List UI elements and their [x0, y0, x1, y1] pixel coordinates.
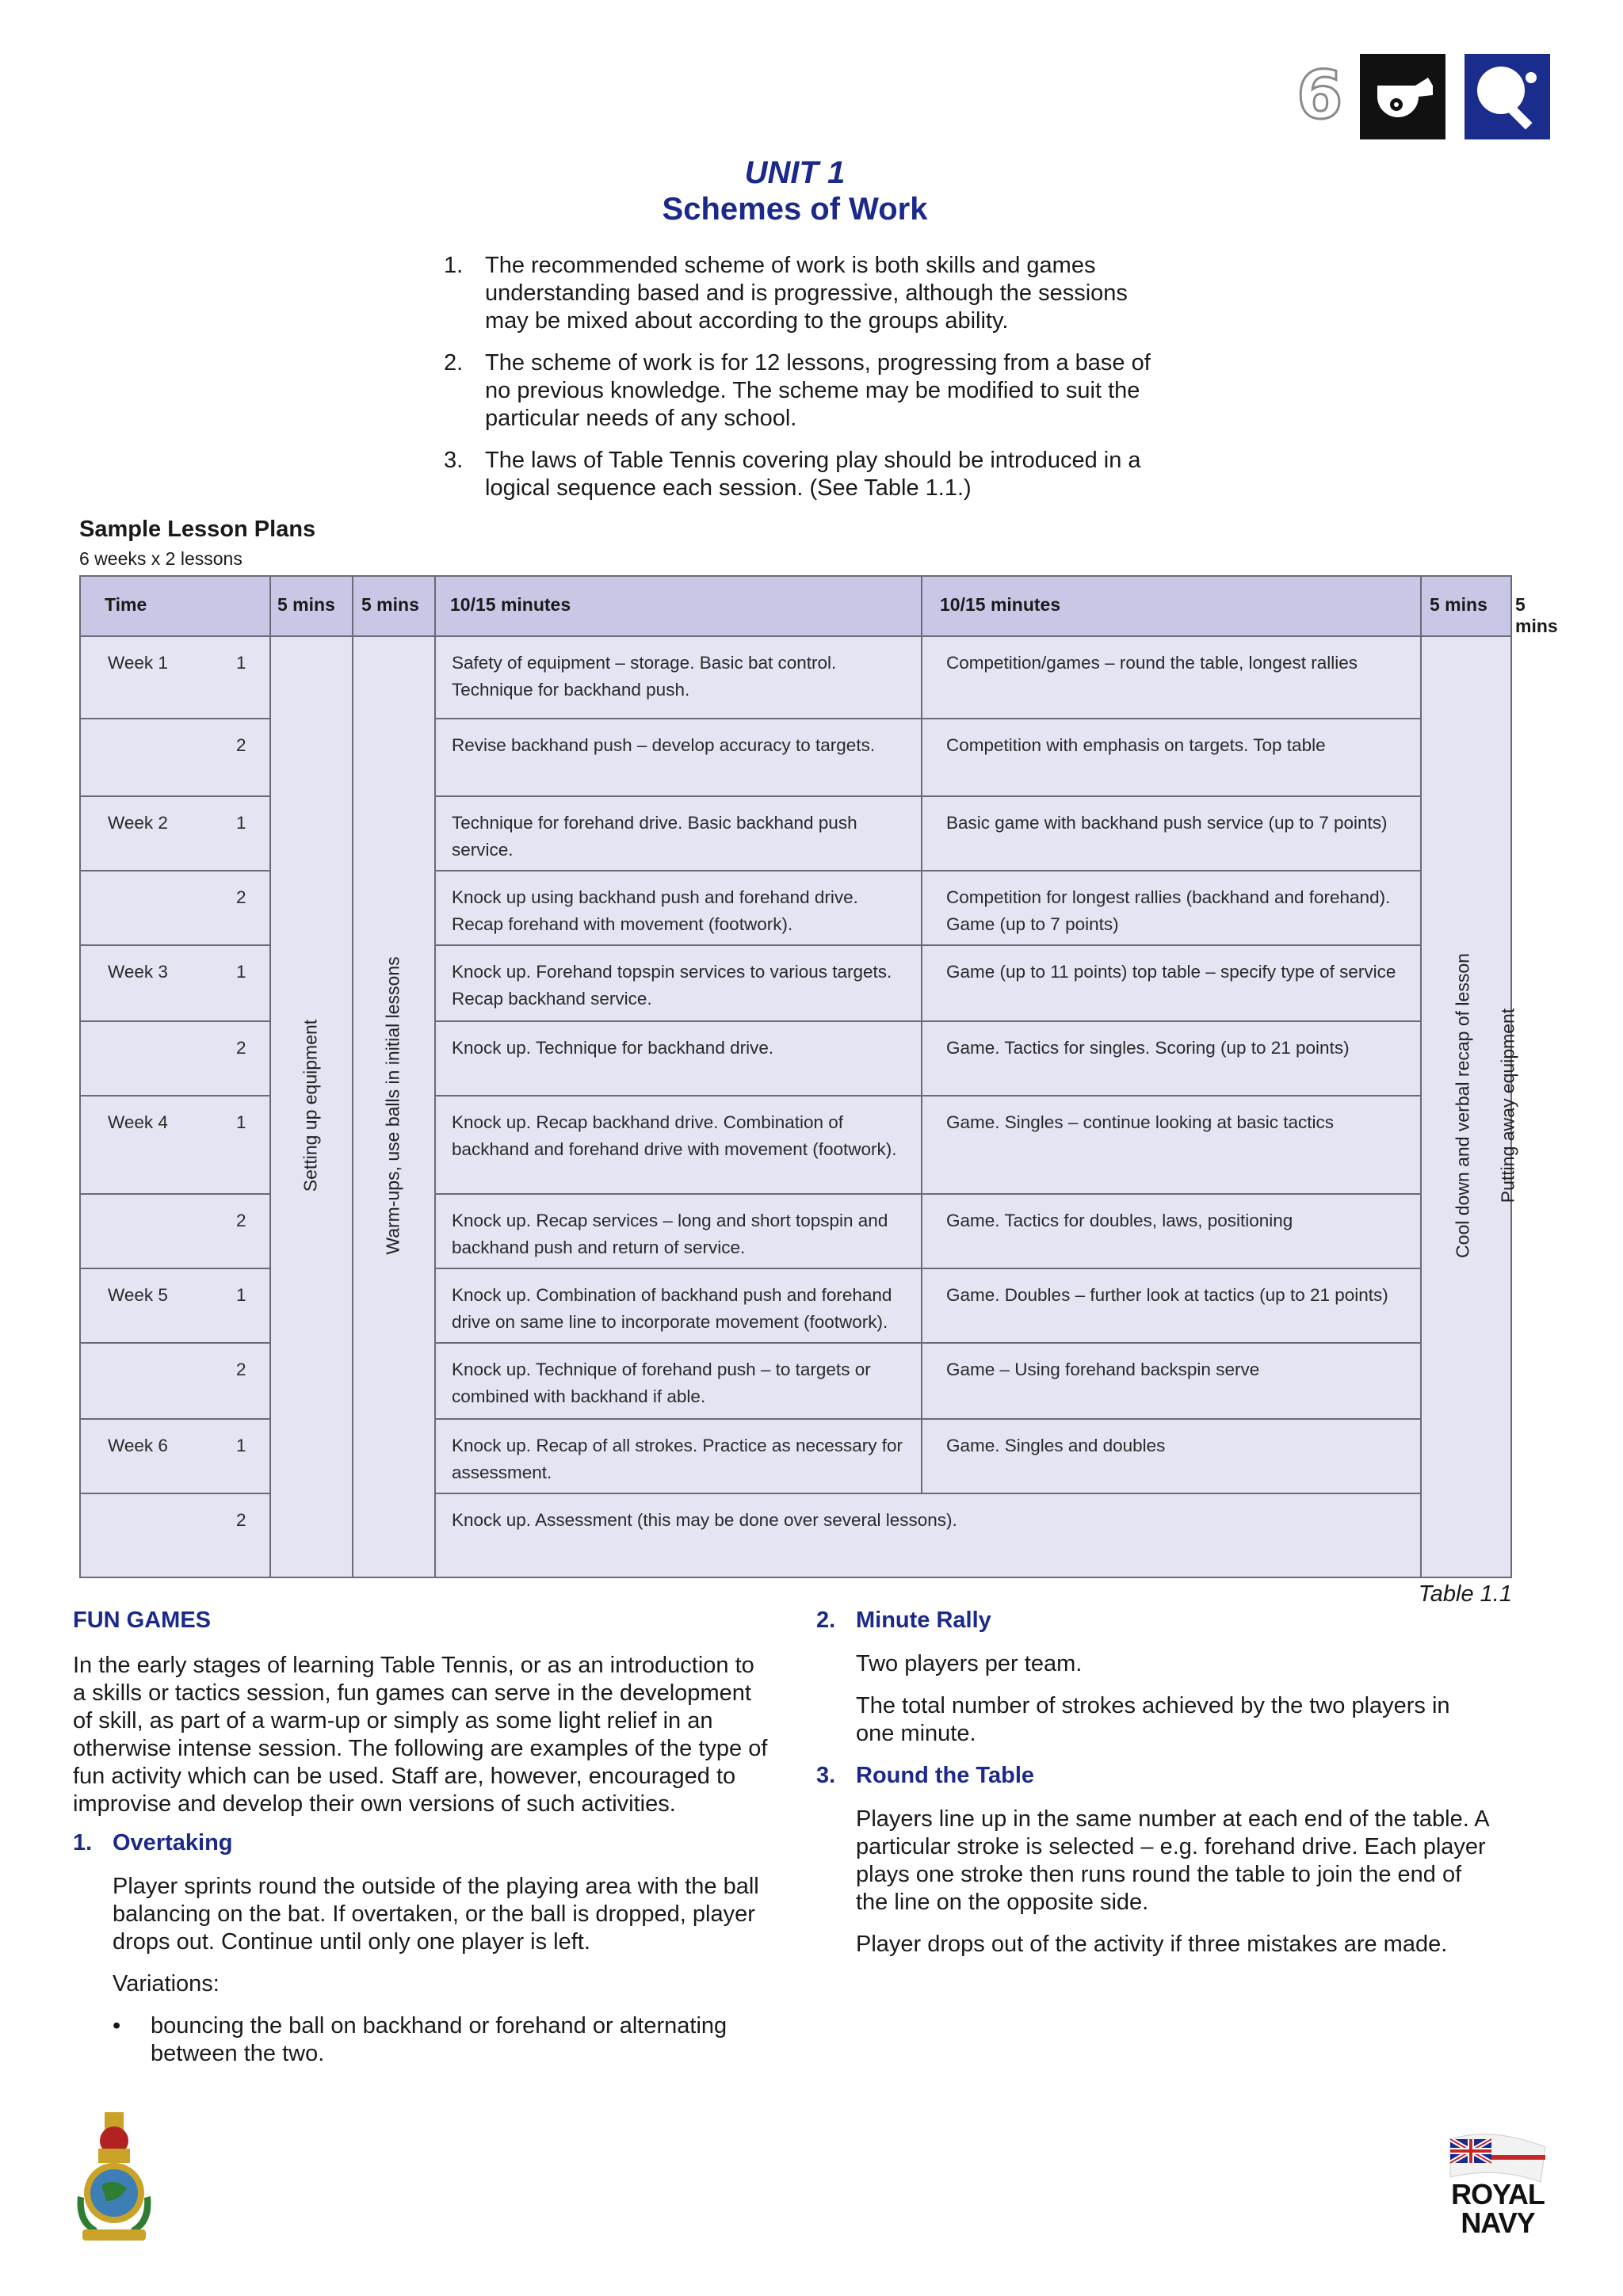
game-3-heading: 3. Round the Table [816, 1763, 1035, 1788]
game-1-variations: Variations: [113, 1971, 220, 1997]
intro-item: 1. The recommended scheme of work is both skills and games understanding based and is progressive, although the sessions may be mixed about according to the groups ability. [444, 253, 1128, 334]
activity-1-cell: Knock up. Technique of forehand push – to targets or combined with backhand if able. [452, 1360, 871, 1406]
unit-subtitle: Schemes of Work [662, 192, 928, 227]
activity-2-cell: Game. Tactics for singles. Scoring (up to 21 points) [946, 1038, 1350, 1058]
cooldown-label: Cool down and verbal recap of lesson [1452, 953, 1473, 1258]
header-time: Time [105, 594, 147, 615]
activity-1-cell: Knock up. Recap of all strokes. Practice as necessary for assessment. [452, 1436, 903, 1482]
header-cooldown: 5 mins [1430, 594, 1487, 615]
activity-2-cell: Basic game with backhand push service (up to 7 points) [946, 813, 1388, 833]
lesson-number: 2 [236, 735, 246, 755]
week-label: Week 3 [108, 962, 168, 982]
setup-label: Setting up equipment [300, 1019, 321, 1192]
lesson-number: 1 [236, 653, 246, 673]
game-1-text: Player sprints round the outside of the playing area with the ball balancing on the bat. If overtaken, or the ball is dropped, player drops out. Continue until only one player is left. [113, 1874, 759, 1955]
royal-navy-word-2: NAVY [1461, 2206, 1535, 2239]
lesson-number: 1 [236, 1285, 246, 1305]
header-setup: 5 mins [277, 594, 335, 615]
lesson-number: 2 [236, 1038, 246, 1058]
royal-navy-logo [1445, 2131, 1550, 2242]
week-label: Week 5 [108, 1285, 168, 1305]
fun-games-intro: In the early stages of learning Table Tennis, or as an introduction to a skills or tactics session, fun games can serve in the development of skill, as part of a warm-up or simply as some light relief in an otherwise intense session. The following are examples of the type of fun activity which can be used. Staff are, however, encouraged to improvise and develop their own versions of such activities. [73, 1653, 768, 1817]
activity-1-cell: Knock up. Recap backhand drive. Combination of backhand and forehand drive with movement (footwork). [452, 1112, 897, 1159]
fun-games-continued [816, 1607, 1490, 1958]
intro-list [444, 252, 1157, 517]
fun-games-title: FUN GAMES [73, 1608, 211, 1633]
header-putaway: 5 mins [1515, 594, 1558, 636]
intro-item: 3. The laws of Table Tennis covering play should be introduced in a logical sequence each session. (See Table 1.1.) [444, 448, 1141, 501]
lesson-number: 1 [236, 962, 246, 982]
game-2-text-1: Two players per team. [856, 1651, 1083, 1676]
activity-1-cell: Knock up. Forehand topspin services to various targets. Recap backhand service. [452, 962, 892, 1009]
activity-2-cell: Game. Singles and doubles [946, 1436, 1166, 1455]
lesson-plan-table [79, 575, 1558, 1578]
table-tennis-bat-icon [1465, 54, 1550, 139]
game-3-text-2: Player drops out of the activity if three mistakes are made. [856, 1932, 1448, 1957]
activity-1-cell: Safety of equipment – storage. Basic bat control. Technique for backhand push. [452, 653, 837, 700]
game-1-bullet: • bouncing the ball on backhand or forehand or alternating between the two. [113, 2013, 727, 2066]
putaway-label: Putting away equipment [1497, 1008, 1518, 1203]
game-2-text-2: The total number of strokes achieved by the two players in one minute. [856, 1693, 1450, 1746]
activity-2-cell: Game – Using forehand backspin serve [946, 1360, 1260, 1379]
plans-title: Sample Lesson Plans [79, 517, 316, 542]
game-2-heading: 2. Minute Rally [816, 1608, 991, 1633]
page-number: 6 [1296, 56, 1343, 134]
lesson-number: 1 [236, 1436, 246, 1455]
activity-2-cell: Game. Tactics for doubles, laws, positioning [946, 1211, 1293, 1230]
lesson-number: 1 [236, 1112, 246, 1132]
header-warmup: 5 mins [361, 594, 419, 615]
lesson-number: 2 [236, 887, 246, 907]
warmup-label: Warm-ups, use balls in initial lessons [382, 956, 403, 1255]
activity-1-cell: Knock up using backhand push and forehand drive. Recap forehand with movement (footwork). [452, 887, 858, 934]
activity-1-cell: Knock up. Assessment (this may be done over several lessons). [452, 1510, 957, 1530]
header-activity-2: 10/15 minutes [940, 594, 1061, 615]
activity-1-cell: Technique for forehand drive. Basic backhand push service. [452, 813, 857, 860]
unit-title: UNIT 1 [744, 155, 846, 190]
fun-games-section [73, 1607, 770, 2068]
intro-item: 2. The scheme of work is for 12 lessons, progressing from a base of no previous knowledge. The scheme may be modified to suit the particular needs of any school. [444, 350, 1151, 431]
activity-1-cell: Knock up. Recap services – long and short topspin and backhand push and return of service. [452, 1211, 888, 1257]
royal-marines-crest-logo [67, 2109, 162, 2248]
week-label: Week 2 [108, 813, 168, 833]
activity-1-cell: Knock up. Combination of backhand push and forehand drive on same line to incorporate movement (footwork). [452, 1285, 892, 1332]
activity-2-cell: Competition with emphasis on targets. Top table [946, 735, 1326, 755]
plans-subtitle: 6 weeks x 2 lessons [79, 548, 242, 569]
week-label: Week 4 [108, 1112, 168, 1132]
week-label: Week 1 [108, 653, 168, 673]
activity-2-cell: Game. Singles – continue looking at basic tactics [946, 1112, 1335, 1132]
lesson-number: 2 [236, 1360, 246, 1379]
lesson-number: 2 [236, 1510, 246, 1530]
lesson-number: 2 [236, 1211, 246, 1230]
whistle-icon [1360, 54, 1445, 139]
royal-navy-word-1: ROYAL [1451, 2178, 1545, 2210]
activity-2-cell: Game (up to 11 points) top table – specify type of service [946, 962, 1396, 982]
header-activity-1: 10/15 minutes [450, 594, 571, 615]
week-label: Week 6 [108, 1436, 168, 1455]
lesson-number: 1 [236, 813, 246, 833]
game-1-heading: 1. Overtaking [73, 1830, 233, 1855]
activity-2-cell: Competition for longest rallies (backhand and forehand). Game (up to 7 points) [946, 887, 1391, 934]
game-3-text-1: Players line up in the same number at each end of the table. A particular stroke is selected – e.g. forehand drive. Each player plays one stroke then runs round the table to join the end of the line on the opposite side. [856, 1806, 1489, 1915]
activity-2-cell: Competition/games – round the table, longest rallies [946, 653, 1358, 673]
activity-2-cell: Game. Doubles – further look at tactics (up to 21 points) [946, 1285, 1388, 1305]
activity-1-cell: Knock up. Technique for backhand drive. [452, 1038, 774, 1058]
table-caption: Table 1.1 [1418, 1581, 1512, 1607]
activity-1-cell: Revise backhand push – develop accuracy to targets. [452, 735, 876, 755]
